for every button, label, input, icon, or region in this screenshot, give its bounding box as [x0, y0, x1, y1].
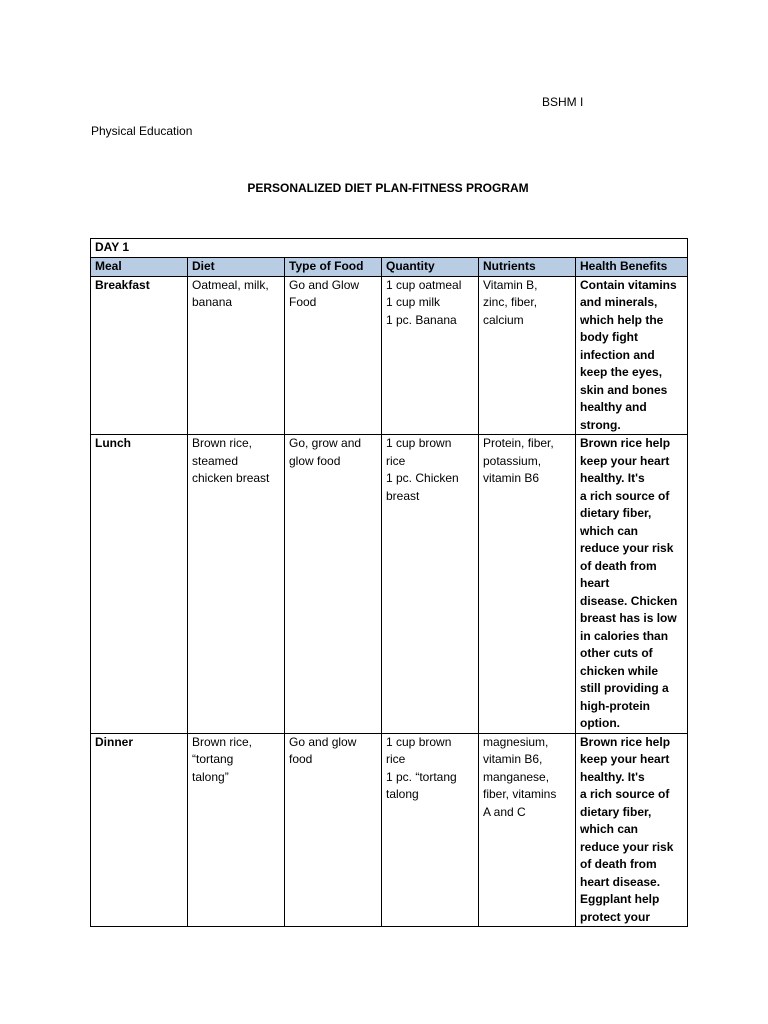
- cell-line: a rich source of: [580, 488, 670, 503]
- cell-line: Contain vitamins: [580, 277, 677, 292]
- cell-line: chicken while: [580, 663, 659, 678]
- nutrients-cell: [479, 733, 576, 927]
- cell-line: healthy. It's: [580, 769, 645, 784]
- cell-line: which help the: [580, 312, 664, 327]
- quantity-cell: [382, 435, 479, 734]
- cell-line: calcium: [483, 312, 524, 327]
- subject-label: Physical Education: [91, 124, 193, 138]
- cell-line: Vitamin B,: [483, 277, 538, 292]
- class-code: BSHM I: [542, 95, 584, 109]
- cell-line: keep the eyes,: [580, 365, 663, 379]
- cell-line: breast: [386, 488, 420, 503]
- cell-line: and minerals,: [580, 295, 658, 309]
- cell-line: Oatmeal, milk,: [192, 277, 269, 292]
- cell-line: strong.: [580, 417, 621, 432]
- cell-line: dietary fiber,: [580, 506, 652, 520]
- cell-line: Brown rice help: [580, 734, 671, 749]
- cell-line: steamed: [192, 453, 239, 468]
- cell-line: Go, grow and: [289, 436, 362, 450]
- cell-line: 1 cup oatmeal: [386, 277, 462, 292]
- cell-line: option.: [580, 716, 620, 730]
- meal-cell: Breakfast: [91, 276, 188, 435]
- cell-line: banana: [192, 295, 233, 309]
- cell-line: food: [289, 752, 313, 766]
- cell-line: dietary fiber,: [580, 804, 652, 819]
- cell-line: Go and Glow: [289, 277, 360, 292]
- diet-cell: [188, 276, 285, 435]
- cell-line: Eggplant help: [580, 892, 660, 906]
- health-benefits-cell: [576, 435, 688, 734]
- column-header-diet: Diet: [188, 258, 285, 277]
- cell-line: Go and glow: [289, 734, 357, 749]
- cell-line: keep your heart: [580, 453, 670, 468]
- cell-line: disease. Chicken: [580, 593, 678, 608]
- food-type-cell: [285, 733, 382, 927]
- document-title: PERSONALIZED DIET PLAN-FITNESS PROGRAM: [247, 181, 529, 195]
- cell-line: heart disease.: [580, 874, 661, 889]
- cell-line: healthy. It's: [580, 471, 645, 485]
- cell-line: vitamin B6: [483, 471, 540, 485]
- cell-line: of death from: [580, 558, 657, 573]
- cell-line: breast has is low: [580, 611, 677, 625]
- cell-line: healthy and: [580, 400, 647, 414]
- cell-line: Brown rice help: [580, 436, 671, 450]
- nutrients-cell: [479, 435, 576, 734]
- table-row: [91, 733, 688, 927]
- cell-line: rice: [386, 752, 406, 766]
- cell-line: A and C: [483, 804, 526, 819]
- food-type-cell: [285, 435, 382, 734]
- cell-line: 1 cup brown: [386, 734, 452, 749]
- cell-line: body fight: [580, 330, 638, 344]
- cell-line: 1 pc. Chicken: [386, 471, 459, 485]
- meal-cell: Lunch: [91, 435, 188, 734]
- cell-line: Brown rice,: [192, 436, 253, 450]
- column-header-quantity: Quantity: [382, 258, 479, 277]
- diet-plan-table: [90, 238, 688, 927]
- cell-line: keep your heart: [580, 752, 670, 766]
- column-header-type: Type of Food: [285, 258, 382, 277]
- cell-line: which can: [580, 523, 639, 538]
- column-header-nutrients: Nutrients: [479, 258, 576, 277]
- diet-cell: [188, 733, 285, 927]
- cell-line: Food: [289, 295, 317, 309]
- cell-line: fiber, vitamins: [483, 787, 557, 801]
- cell-line: glow food: [289, 453, 341, 468]
- cell-line: other cuts of: [580, 646, 653, 660]
- cell-line: a rich source of: [580, 787, 670, 801]
- cell-line: high-protein: [580, 698, 650, 713]
- header-row: [91, 258, 688, 277]
- cell-line: 1 pc. Banana: [386, 312, 457, 327]
- cell-line: manganese,: [483, 769, 550, 784]
- cell-line: magnesium,: [483, 734, 549, 749]
- quantity-cell: [382, 276, 479, 435]
- column-header-benefits: Health Benefits: [576, 258, 688, 277]
- cell-line: 1 pc. “tortang: [386, 769, 457, 784]
- cell-line: of death from: [580, 857, 657, 871]
- day-row: [91, 239, 688, 258]
- diet-cell: [188, 435, 285, 734]
- health-benefits-cell: [576, 733, 688, 927]
- food-type-cell: [285, 276, 382, 435]
- cell-line: reduce your risk: [580, 839, 674, 854]
- cell-line: 1 cup milk: [386, 295, 441, 309]
- cell-line: protect your: [580, 909, 651, 924]
- cell-line: potassium,: [483, 453, 542, 468]
- table-row: [91, 276, 688, 435]
- column-header-meal: Meal: [91, 258, 188, 277]
- cell-line: vitamin B6,: [483, 752, 543, 766]
- quantity-cell: [382, 733, 479, 927]
- nutrients-cell: [479, 276, 576, 435]
- cell-line: which can: [580, 822, 639, 836]
- cell-line: 1 cup brown: [386, 436, 452, 450]
- cell-line: infection and: [580, 347, 655, 362]
- cell-line: still providing a: [580, 681, 669, 695]
- cell-line: talong: [386, 787, 419, 801]
- health-benefits-cell: [576, 276, 688, 435]
- cell-line: rice: [386, 453, 406, 468]
- cell-line: in calories than: [580, 628, 669, 643]
- cell-line: chicken breast: [192, 471, 270, 485]
- table-row: [91, 435, 688, 734]
- cell-line: Protein, fiber,: [483, 436, 554, 450]
- day-label: DAY 1: [91, 239, 688, 258]
- cell-line: skin and bones: [580, 382, 668, 397]
- cell-line: zinc, fiber,: [483, 295, 538, 309]
- cell-line: heart: [580, 576, 610, 590]
- cell-line: Brown rice,: [192, 734, 253, 749]
- cell-line: “tortang: [192, 752, 234, 766]
- cell-line: talong”: [192, 769, 229, 784]
- cell-line: reduce your risk: [580, 541, 674, 555]
- meal-cell: Dinner: [91, 733, 188, 927]
